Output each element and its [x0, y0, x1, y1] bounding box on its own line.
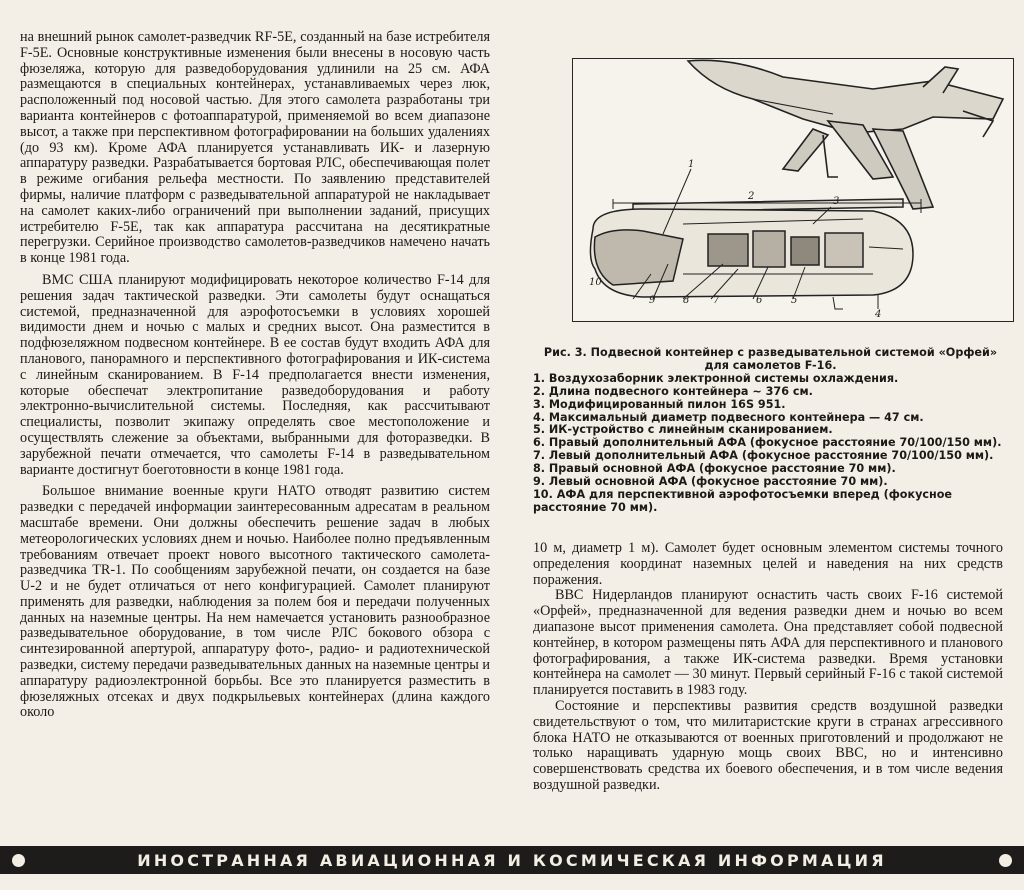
caption-item: 3. Модифицированный пилон 16S 951.	[533, 397, 786, 411]
callout-6: 6	[756, 295, 763, 306]
callout-10: 10	[589, 277, 602, 288]
bullet-icon	[999, 854, 1012, 867]
paragraph-rf5e: на внешний рынок самолет-разведчик RF-5E, созданный на базе истребителя F-5E. Основные конструктивные изменения были внесены в носовую часть фюзеляжа, которую для разведоборудования удлинили на 25 см. АФА размещаются в специальных контейнерах, устанавливаемых через люк, расположенный под носовой частью. Для этого самолета разработаны три варианта контейнеров с фотоаппаратурой, применяемой во всем диапазоне высот, а также при перспективном фотографировании на больших удалениях (до 93 км). Кроме АФА планируется устанавливать ИК- и лазерную аппаратуру разведки. Разрабатывается бортовая РЛС, обеспечивающая полет в режиме огибания рельефа местности. По заявлению представителей фирмы, наличие платформ с разведывательной аппаратурой не накладывает на самолет каких-либо ограничений при выполнении заданий, присущих истребителю F-5E, так как аппаратура рассчитана на десятикратные перегрузки. Серийное производство самолетов-разведчиков намечено начать в конце 1981 года.	[20, 29, 490, 267]
callout-3: 3	[833, 196, 840, 207]
figure-orpheus-pod	[572, 58, 1014, 322]
caption-item: 4. Максимальный диаметр подвесного контейнера — 47 см.	[533, 410, 924, 424]
caption-title: Рис. 3. Подвесной контейнер с разведывательной системой «Орфей» для самолетов F-16.	[543, 346, 998, 372]
caption-item: 9. Левый основной АФА (фокусное расстояние 70 мм).	[533, 475, 888, 489]
callout-1: 1	[688, 159, 695, 170]
caption-item: 6. Правый дополнительный АФА (фокусное расстояние 70/100/150 мм).	[533, 436, 1002, 450]
figure-caption	[533, 347, 1008, 515]
bullet-icon	[12, 854, 25, 867]
callout-7: 7	[713, 295, 720, 306]
pod-illustration	[590, 169, 921, 309]
section-banner	[0, 846, 1024, 874]
caption-item: 8. Правый основной АФА (фокусное расстояние 70 мм).	[533, 462, 896, 476]
callout-2: 2	[748, 191, 755, 202]
paragraph-netherlands-f16: ВВС Нидерландов планируют оснастить часть своих F-16 системой «Орфей», предназначенной для ведения разведки днем и ночью во всем диапазоне высот применения самолета. Она представляет собой подвесной контейнер, в котором размещены пять АФА для перспективного и планового фотографирования, а также ИК-система разведки. Время установки контейнера на самолет — 30 минут. Первый серийный F-16 с такой системой планируется поставить в 1983 году.	[533, 587, 1003, 699]
caption-item: 2. Длина подвесного контейнера ~ 376 см.	[533, 384, 813, 398]
callout-9: 9	[649, 295, 656, 306]
paragraph-nato-tr1: Большое внимание военные круги НАТО отводят развитию систем разведки с передачей информации заинтересованным адресатам в реальном масштабе времени. Они должны обеспечить решение задач в любых метеорологических условиях днем и ночью. Наиболее полно предъявленным требованиям отвечает проект нового высотного тактического самолета-разведчика TR-1. По сообщениям зарубежной печати, он создается на базе U-2 и не будет отличаться от него конфигурацией. Самолет планируют применять для разведки, наблюдения за полем боя и передачи полученных данных на наземные центры. На нем намечается установить разнообразное разведывательное оборудование, в том числе РЛС бокового обзора с синтезированной апертурой, аппаратуру фото-, радио- и радиотехнической разведки, систему передачи разведывательных данных на наземные центры и аппаратуру радиоэлектронной борьбы. Все это планируется разместить в фюзеляжных отсеках и двух подкрыльевых контейнерах (длина каждого около	[20, 483, 490, 721]
pod-diagram	[573, 59, 1013, 321]
caption-item: 10. АФА для перспективной аэрофотосъемки вперед (фокусное расстояние 70 мм).	[533, 487, 953, 514]
left-column	[20, 30, 490, 727]
caption-item: 7. Левый дополнительный АФА (фокусное расстояние 70/100/150 мм).	[533, 449, 994, 463]
caption-item: 5. ИК-устройство с линейным сканированием.	[533, 423, 833, 437]
callout-4: 4	[875, 309, 882, 320]
callout-5: 5	[791, 295, 798, 306]
callout-8: 8	[683, 295, 690, 306]
page-margin	[0, 874, 1024, 890]
aircraft-illustration	[688, 60, 1003, 209]
paragraph-conclusion: Состояние и перспективы развития средств воздушной разведки свидетельствуют о том, что милитаристские круги в странах агрессивного блока НАТО не отказываются от военных приготовлений и продолжают не только наращивать ударную мощь своих ВВС, но и интенсивно совершенствовать средства их боевого обеспечения, и в том числе ведения воздушной разведки.	[533, 697, 1003, 793]
caption-item: 1. Воздухозаборник электронной системы охлаждения.	[533, 371, 899, 385]
paragraph-tr1-continued: 10 м, диаметр 1 м). Самолет будет основным элементом системы точного определения координат наземных целей и наведения на них средств поражения.	[533, 540, 1003, 588]
paragraph-f14: ВМС США планируют модифицировать некоторое количество F-14 для решения задач тактической разведки. Эти самолеты будут оснащаться системой, предназначенной для аэрофотосъемки в условиях хорошей видимости днем и ночью с малых и средних высот. Она разместится в подфюзеляжном подвесном контейнере. В ее состав будут входить АФА для планового, панорамного и перспективного фотографирования и ИК-система с линейным сканированием. В F-14 предполагается внести изменения, которые обеспечат электропитание разведоборудования и работу электронно-вычислительной системы. Последняя, как рассчитывают специалисты, позволит экипажу определять свое местоположение и осуществлять слежение за объектами, выбранными для фоторазведки. В зарубежной печати отмечается, что самолеты F-14 в разведывательном варианте достигнут боеготовности в конце 1981 года.	[20, 271, 490, 478]
banner-text: ИНОСТРАННАЯ АВИАЦИОННАЯ И КОСМИЧЕСКАЯ ИНФОРМАЦИЯ	[137, 850, 887, 870]
right-column	[533, 541, 1003, 794]
caption-list	[533, 373, 1008, 515]
